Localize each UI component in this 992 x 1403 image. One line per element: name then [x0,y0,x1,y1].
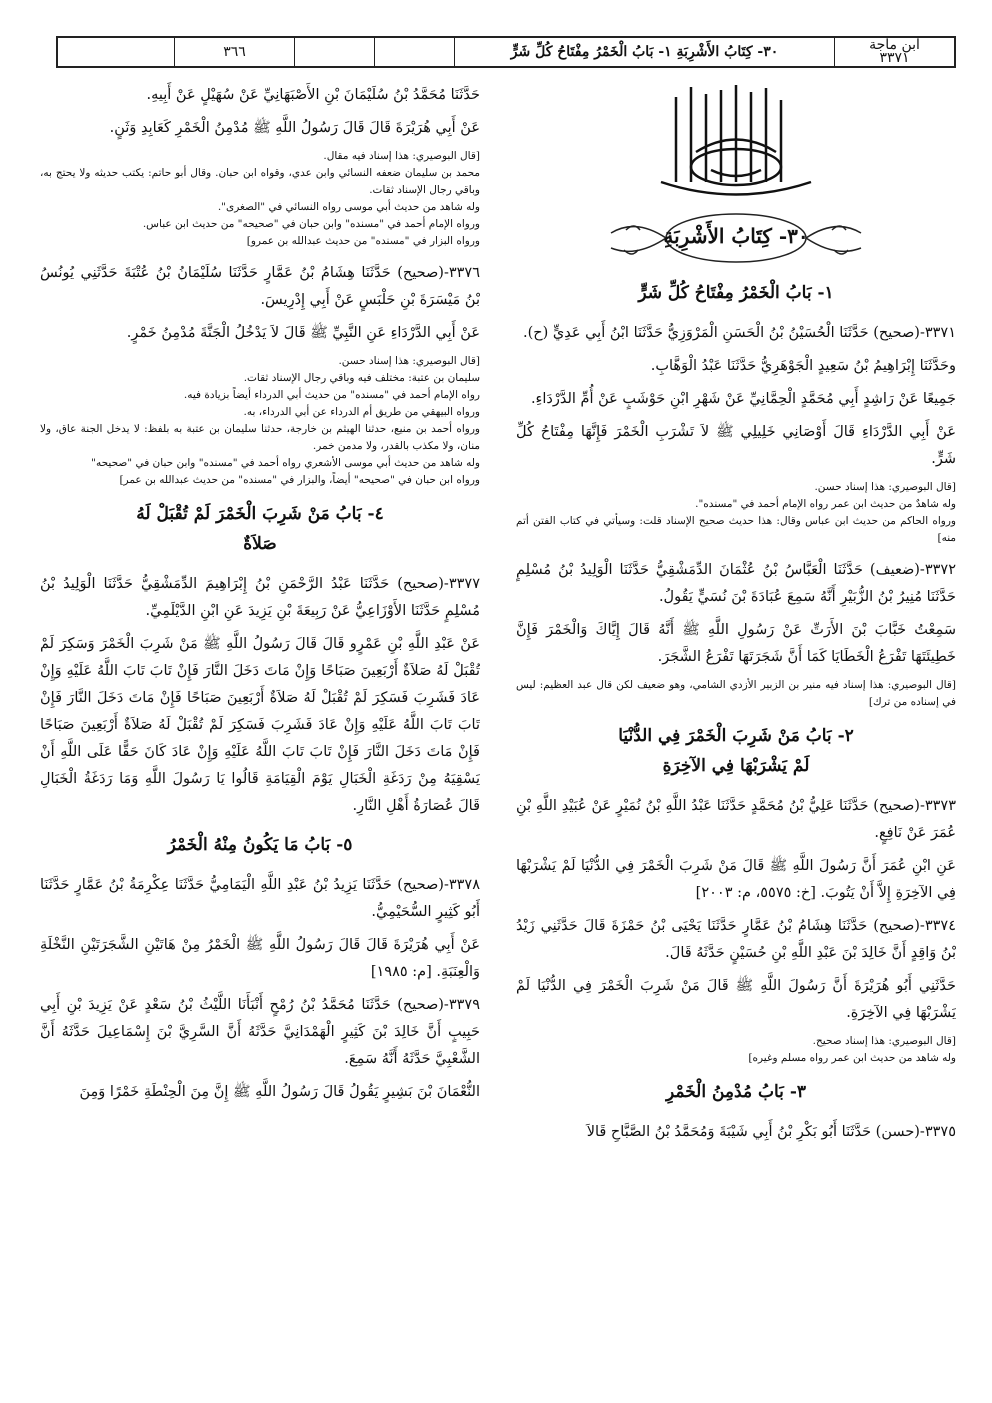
footnote-line: رواه الإمام أحمد في "مسنده" من حديث أبي الدرداء أيضاً بزيادة فيه. [183,389,480,401]
footnote-line: ورواه الإمام أحمد في "مسنده" وابن حبان في "صحيحه" من حديث ابن عباس. [142,218,480,230]
hadith-matn: عَنْ عَبْدِ اللَّهِ بْنِ عَمْرٍو قَالَ قَالَ رَسُولُ اللَّهِ ﷺ مَنْ شَرِبَ الْخَمْرَ وَسَكِرَ لَمْ تُقْبَلْ لَهُ صَلاَةٌ أَرْبَعِينَ صَبَاحًا وَإِنْ مَاتَ دَخَلَ النَّارَ فَإِنْ تَابَ تَابَ اللَّهُ عَلَيْهِ وَإِنْ عَادَ فَشَرِبَ فَسَكِرَ لَمْ تُقْبَلْ لَهُ صَلاَةٌ أَرْبَعِينَ صَبَاحًا فَإِنْ مَاتَ دَخَلَ النَّارَ فَإِنْ تَابَ تَابَ اللَّهُ عَلَيْهِ وَإِنْ عَادَ فَشَرِبَ فَسَكِرَ لَمْ تُقْبَلْ لَهُ صَلاَةٌ أَرْبَعِينَ صَبَاحًا فَإِنْ مَاتَ دَخَلَ النَّارَ فَإِنْ تَابَ تَابَ اللَّهُ عَلَيْهِ وَإِنْ عَادَ كَانَ حَقًّا عَلَى اللَّهِ أَنْ يَسْقِيَهُ مِنْ رَدَغَةِ الْخَبَالِ يَوْمَ الْقِيَامَةِ قَالُوا يَا رَسُولَ اللَّهِ وَمَا رَدَغَةُ الْخَبَالِ قَالَ عُصَارَةُ أَهْلِ النَّارِ. [40,636,480,814]
hadith-isnad: ٣٣٧٦-(صحيح) حَدَّثَنَا هِشَامُ بْنُ عَمَّارٍ حَدَّثَنَا سُلَيْمَانُ بْنُ عُتْبَةَ حَدَّثَنِي يُونُسُ بْنُ مَيْسَرَةَ بْنِ حَلْبَسٍ عَنْ أَبِي إِدْرِيسَ. [40,265,480,308]
right-column [516,82,956,1372]
footnote-block [516,677,956,711]
header-ref-hadith: ٣٣٧١ [879,50,910,66]
running-header [56,36,956,68]
footnote-line: ورواه ابن حبان في "صحيحه" أيضاً، والبزار في "مسنده" من حديث عبدالله بن عمر] [119,474,480,486]
footnote-line: وله شاهدٌ من حديث ابن عمر رواه الإمام أحمد في "مسنده". [695,498,956,510]
header-title: ٣٠- كِتَابُ الأَشْرِبَةِ ١- بَابُ الْخَمْرُ مِفْتَاحُ كُلِّ شَرٍّ [454,38,834,66]
hadith-isnad: ٣٣٧٤-(صحيح) حَدَّثَنَا هِشَامُ بْنُ عَمَّارٍ حَدَّثَنَا يَحْيَى بْنُ حَمْزَةَ قَالَ حَدَّثَنِي زَيْدُ بْنُ وَاقِدٍ أَنَّ خَالِدَ بْنَ عَبْدِ اللَّهِ بْنِ حُسَيْنٍ حَدَّثَهُ قَالَ. [516,918,956,961]
footnote-line: [قال البوصيري: هذا إسناد فيه منير بن الزبير الأزدي الشامي، وهو ضعيف لكن قال عبد العظيم: ليس في إسناده من ترك] [516,679,956,708]
footnote-line: وله شاهد من حديث أبي موسى الأشعري رواه أحمد في "مسنده" وابن حبان في "صحيحه" [91,457,480,469]
hadith-matn: سَمِعْتُ خَبَّابَ بْنَ الأَرَتِّ عَنْ رَسُولِ اللَّهِ ﷺ أَنَّهُ قَالَ إِيَّاكَ وَالْخَمْرَ فَإِنَّ خَطِيئَتَهَا تَفْرَعُ الْخَطَايَا كَمَا أَنَّ شَجَرَتَهَا تَفْرَعُ الشَّجَرَ. [516,622,956,665]
hadith-isnad: ٣٣٧٥-(حسن) حَدَّثَنَا أَبُو بَكْرِ بْنُ أَبِي شَيْبَةَ وَمُحَمَّدُ بْنُ الصَّبَّاحِ قَالاَ [586,1124,956,1140]
footnote-block [516,479,956,547]
footnote-block [40,148,480,250]
bab-heading [516,721,956,781]
footnote-line: ورواه البزار في "مسنده" من حديث عبدالله بن عمرو] [246,235,480,247]
footnote-line: ورواه البيهقي من طريق أم الدرداء عن أبي الدرداء، به. [243,406,480,418]
footnote-line: [قال البوصيري: هذا إسناد حسن. [814,481,956,493]
hadith-matn: النُّعْمَانَ بْنَ بَشِيرٍ يَقُولُ قَالَ رَسُولُ اللَّهِ ﷺ إِنَّ مِنَ الْحِنْطَةِ خَمْرًا وَمِنَ [79,1084,480,1100]
header-ref-book: ابن ماجة [869,37,920,53]
hadith-matn: عَنْ أَبِي الدَّرْدَاءِ قَالَ أَوْصَانِي خَلِيلِي ﷺ لاَ تَشْرَبِ الْخَمْرَ فَإِنَّهَا مِفْتَاحُ كُلِّ شَرٍّ. [516,424,956,467]
bab-heading-line: ٢- بَابُ مَنْ شَرِبَ الْخَمْرَ فِي الدُّنْيَا [618,726,854,746]
header-empty-cell [58,38,174,66]
kitab-title: ٣٠- كِتَابُ الأَشْرِبَةِ [663,224,809,248]
bab-heading-line: لَمْ يَشْرَبْهَا فِي الآخِرَةِ [662,756,810,776]
page [40,30,956,1380]
left-column [40,82,480,1372]
footnote-block [516,1033,956,1067]
hadith-matn: عَنْ أَبِي هُرَيْرَةَ قَالَ قَالَ رَسُولُ اللَّهِ ﷺ الْخَمْرُ مِنْ هَاتَيْنِ الشَّجَرَتَيْنِ النَّخْلَةِ وَالْعِنَبَةِ. [م: ١٩٨٥] [40,937,480,980]
header-reference [834,38,954,66]
hadith-isnad: وحَدَّثَنَا إِبْرَاهِيمُ بْنُ سَعِيدٍ الْجَوْهَرِيُّ حَدَّثَنَا عَبْدُ الْوَهَّابِ. [650,358,956,374]
footnote-line: ورواه أحمد بن منيع، حدثنا الهيثم بن خارجة، حدثنا سليمان بن عتبة به بلفظ: لا يدخل الجنة عاق، ولا منان، ولا مكذب بالقدر، ولا مدمن خمر. [40,423,480,452]
header-empty-cell [294,38,374,66]
footnote-line: محمد بن سليمان ضعفه النسائي وابن عدي، وقواه ابن حبان. وقال أبو حاتم: يكتب حديثه ولا يحتج به، وباقي رجال الإسناد ثقات. [40,167,480,196]
footnote-line: [قال البوصيري: هذا إسناد فيه مقال. [323,150,480,162]
hadith-matn: عَنْ أَبِي الدَّرْدَاءِ عَنِ النَّبِيِّ ﷺ قَالَ لاَ يَدْخُلُ الْجَنَّةَ مُدْمِنُ خَمْرٍ. [126,325,480,341]
bab-heading-line: صَلاَةٌ [243,534,277,554]
footnote-line: [قال البوصيري: هذا إسناد حسن. [338,355,480,367]
hadith-matn: عَنْ أَبِي هُرَيْرَةَ قَالَ قَالَ رَسُولُ اللَّهِ ﷺ مُدْمِنُ الْخَمْرِ كَعَابِدِ وَثَنٍ. [109,120,480,136]
footnote-line: [قال البوصيري: هذا إسناد صحيح. [812,1035,956,1047]
hadith-isnad: ٣٣٧٧-(صحيح) حَدَّثَنَا عَبْدُ الرَّحْمَنِ بْنُ إِبْرَاهِيمَ الدِّمَشْقِيُّ حَدَّثَنَا الْوَلِيدُ بْنُ مُسْلِمٍ حَدَّثَنَا الأَوْزَاعِيُّ عَنْ رَبِيعَةَ بْنِ يَزِيدَ عَنِ ابْنِ الدَّيْلَمِيِّ. [40,576,480,619]
hadith-isnad: ٣٣٧٣-(صحيح) حَدَّثَنَا عَلِيُّ بْنُ مُحَمَّدٍ حَدَّثَنَا عَبْدُ اللَّهِ بْنُ نُمَيْرٍ عَنْ عُبَيْدِ اللَّهِ بْنِ عُمَرَ عَنْ نَافِعٍ. [516,798,956,841]
hadith-isnad: حَدَّثَنَا مُحَمَّدُ بْنُ سُلَيْمَانَ بْنِ الأَصْبَهَانِيِّ عَنْ سُهَيْلٍ عَنْ أَبِيهِ. [146,87,480,103]
hadith-matn: حَدَّثَنِي أَبُو هُرَيْرَةَ أَنَّ رَسُولَ اللَّهِ ﷺ قَالَ مَنْ شَرِبَ الْخَمْرَ فِي الدُّنْيَا لَمْ يَشْرَبْهَا فِي الآخِرَةِ. [516,978,956,1021]
hadith-matn: عَنِ ابْنِ عُمَرَ أَنَّ رَسُولَ اللَّهِ ﷺ قَالَ مَنْ شَرِبَ الْخَمْرَ فِي الدُّنْيَا لَمْ يَشْرَبْهَا فِي الآخِرَةِ إِلاَّ أَنْ يَتُوبَ. [خ: ٥٥٧٥، م: ٢٠٠٣] [516,858,956,901]
footnote-line: سليمان بن عتبة: مختلف فيه وباقي رجال الإسناد ثقات. [243,372,480,384]
header-page-number: ٣٦٦ [174,38,294,66]
hadith-isnad: جَمِيعًا عَنْ رَاشِدٍ أَبِي مُحَمَّدٍ الْحِمَّانِيِّ عَنْ شَهْرِ ابْنِ حَوْشَبٍ عَنْ أُمِّ الدَّرْدَاءِ. [530,391,956,407]
footnote-line: وله شاهد من حديث أبي موسى رواه النسائي في "الصغرى". [217,201,480,213]
footnote-line: وله شاهد من حديث ابن عمر رواه مسلم وغيره] [748,1052,956,1064]
hadith-isnad: ٣٣٧٨-(صحيح) حَدَّثَنَا يَزِيدُ بْنُ عَبْدِ اللَّهِ الْيَمَامِيُّ حَدَّثَنَا عِكْرِمَةُ بْنُ عَمَّارٍ حَدَّثَنَا أَبُو كَثِيرٍ السُّحَيْمِيُّ. [40,877,480,920]
footnote-block [40,353,480,489]
bab-heading: ٣- بَابُ مُدْمِنُ الْخَمْرِ [665,1082,807,1102]
calligraphy-emblem-icon [621,82,851,202]
hadith-isnad: ٣٣٧٩-(صحيح) حَدَّثَنَا مُحَمَّدُ بْنُ رُمْحٍ أَنْبَأَنَا اللَّيْثُ بْنُ سَعْدٍ عَنْ يَزِيدَ بْنِ أَبِي حَبِيبٍ أَنَّ خَالِدَ بْنَ كَثِيرٍ الْهَمْدَانِيَّ حَدَّثَهُ أَنَّ السَّرِيَّ بْنَ إِسْمَاعِيلَ حَدَّثَهُ أَنَّ الشَّعْبِيَّ حَدَّثَهُ أَنَّهُ سَمِعَ. [40,997,480,1067]
header-empty-cell [374,38,454,66]
kitab-heading-frame [606,208,866,268]
bab-heading-line: ٤- بَابُ مَنْ شَرِبَ الْخَمْرَ لَمْ تُقْبَلْ لَهُ [136,504,384,524]
bab-heading: ٥- بَابُ مَا يَكُونُ مِنْهُ الْخَمْرُ [167,835,353,855]
footnote-line: ورواه الحاكم من حديث ابن عباس وقال: هذا حديث صحيح الإسناد قلت: وسيأتي في كتاب الفتن أتم منه] [516,515,956,544]
hadith-isnad: ٣٣٧٢-(ضعيف) حَدَّثَنَا الْعَبَّاسُ بْنُ عُثْمَانَ الدِّمَشْقِيُّ حَدَّثَنَا الْوَلِيدُ بْنُ مُسْلِمٍ حَدَّثَنَا مُنِيرُ بْنُ الزُّبَيْرِ أَنَّهُ سَمِعَ عُبَادَةَ بْنَ نُسَيٍّ يَقُولُ. [516,562,956,605]
bab-heading [40,499,480,559]
hadith-isnad: ٣٣٧١-(صحيح) حَدَّثَنَا الْحُسَيْنُ بْنُ الْحَسَنِ الْمَرْوَزِيُّ حَدَّثَنَا ابْنُ أَبِي عَدِيٍّ (ح). [522,325,956,341]
bab-heading: ١- بَابُ الْخَمْرُ مِفْتَاحُ كُلِّ شَرٍّ [638,283,834,303]
